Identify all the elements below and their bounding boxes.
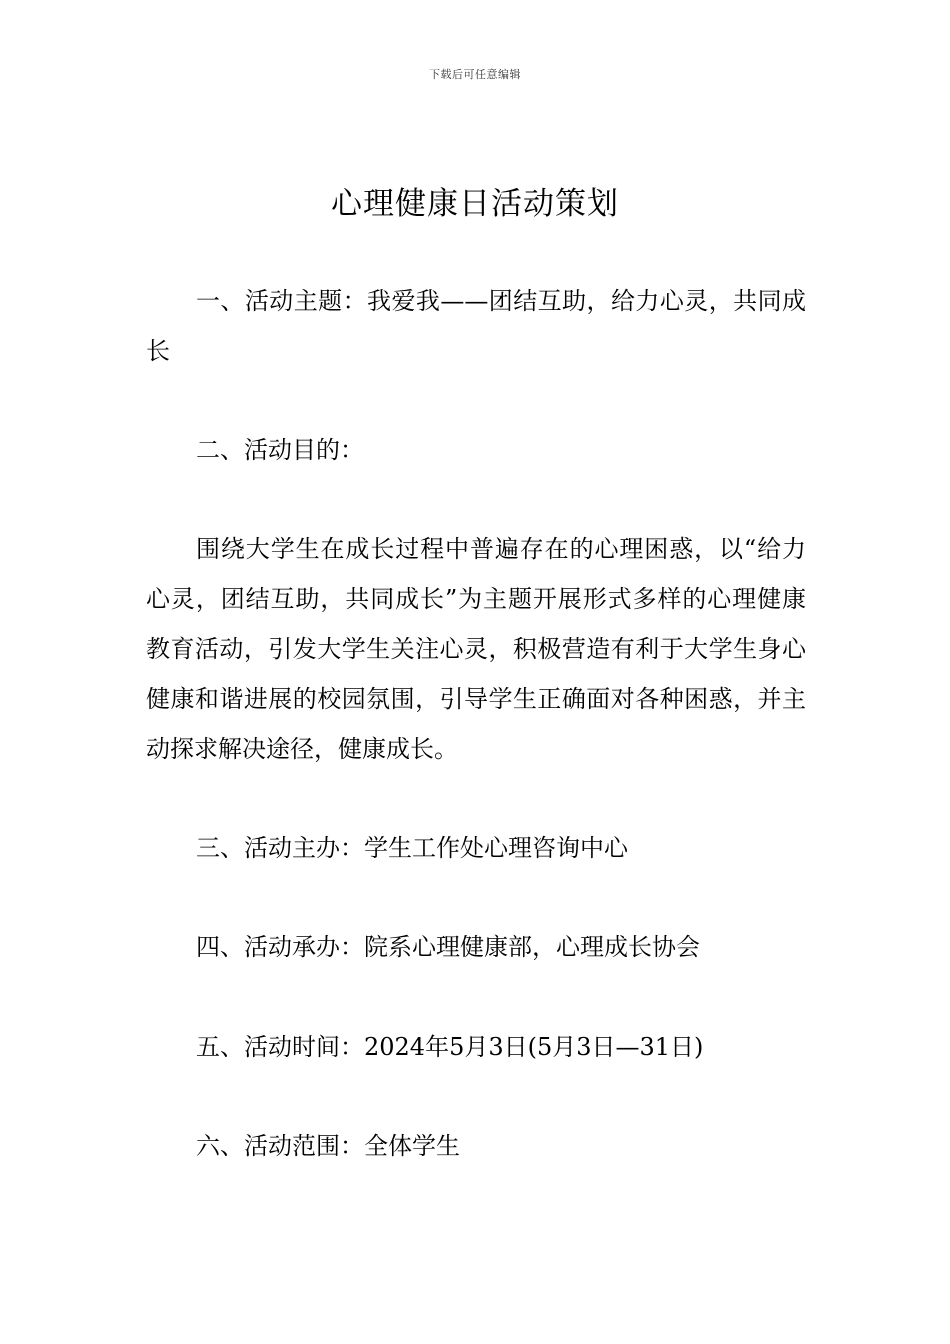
section-organizer: 三、活动主办：学生工作处心理咨询中心 xyxy=(196,834,628,862)
document-title: 心理健康日活动策划 xyxy=(331,186,619,222)
section-theme: 一、活动主题：我爱我——团结互助，给力心灵，共同成长 xyxy=(146,287,806,365)
section-scope: 六、活动范围：全体学生 xyxy=(196,1132,460,1160)
section-undertaker: 四、活动承办：院系心理健康部，心理成长协会 xyxy=(196,933,700,961)
section-purpose-heading: 二、活动目的： xyxy=(196,436,364,464)
section-purpose-body: 围绕大学生在成长过程中普遍存在的心理困惑，以“给力心灵，团结互助，共同成长”为主题开展形式多样的心理健康教育活动，引发大学生关注心灵，积极营造有利于大学生身心健康和谐进展的校园氛围，引导学生正确面对各种困惑，并主动探求解决途径，健康成长。 xyxy=(146,535,806,763)
section-time: 五、活动时间：2024年5月3日(5月3日—31日) xyxy=(196,1033,704,1061)
header-note: 下载后可任意编辑 xyxy=(429,68,521,81)
